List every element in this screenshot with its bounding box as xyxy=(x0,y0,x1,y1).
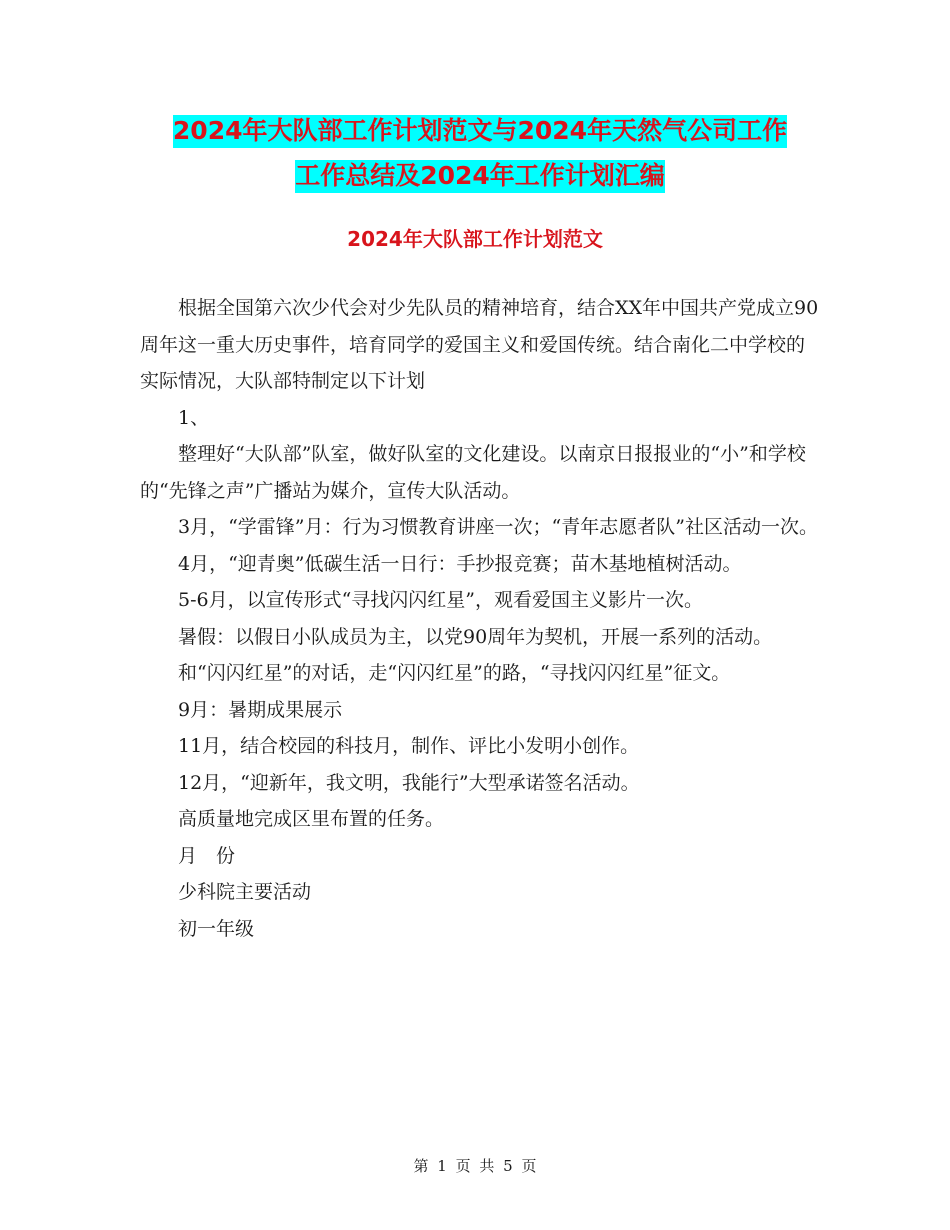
paragraph: 11月，结合校园的科技月，制作、评比小发明小创作。 xyxy=(178,735,640,757)
document-body xyxy=(140,290,820,947)
paragraph: 暑假：以假日小队成员为主，以党90周年为契机，开展一系列的活动。 xyxy=(178,625,773,648)
paragraph: 少科院主要活动 xyxy=(178,881,312,903)
title-highlight: 工作总结及2024年工作计划汇编 xyxy=(295,160,665,193)
paragraph: 月 份 xyxy=(178,844,236,867)
paragraph: 4月，“迎青奥”低碳生活一日行：手抄报竞赛；苗木基地植树活动。 xyxy=(178,552,742,575)
paragraph: 5-6月，以宣传形式“寻找闪闪红星”，观看爱国主义影片一次。 xyxy=(178,589,704,611)
paragraph: 9月：暑期成果展示 xyxy=(178,698,343,721)
page-footer: 第 1 页 共 5 页 xyxy=(413,1157,537,1175)
title-highlight: 2024年大队部工作计划范文与2024年天然气公司工作 xyxy=(173,115,787,148)
document-title-line-1 xyxy=(140,113,820,149)
paragraph: 整理好“大队部”队室，做好队室的文化建设。以南京日报报业的“小”和学校的“先锋之声”广播站为媒介，宣传大队活动。 xyxy=(140,443,806,502)
paragraph: 初一年级 xyxy=(178,917,255,940)
paragraph: 高质量地完成区里布置的任务。 xyxy=(178,808,445,830)
section-title: 2024年大队部工作计划范文 xyxy=(347,227,603,251)
paragraph: 根据全国第六次少代会对少先队员的精神培育，结合XX年中国共产党成立90周年这一重大历史事件，培育同学的爱国主义和爱国传统。结合南化二中学校的实际情况，大队部特制定以下计划 xyxy=(140,297,819,392)
paragraph: 3月，“学雷锋”月：行为习惯教育讲座一次；“青年志愿者队”社区活动一次。 xyxy=(178,516,818,538)
paragraph: 和“闪闪红星”的对话，走“闪闪红星”的路，“寻找闪闪红星”征文。 xyxy=(178,662,731,684)
document-title-line-2 xyxy=(140,158,820,194)
paragraph: 1、 xyxy=(178,406,210,429)
paragraph: 12月，“迎新年，我文明，我能行”大型承诺签名活动。 xyxy=(178,771,640,794)
